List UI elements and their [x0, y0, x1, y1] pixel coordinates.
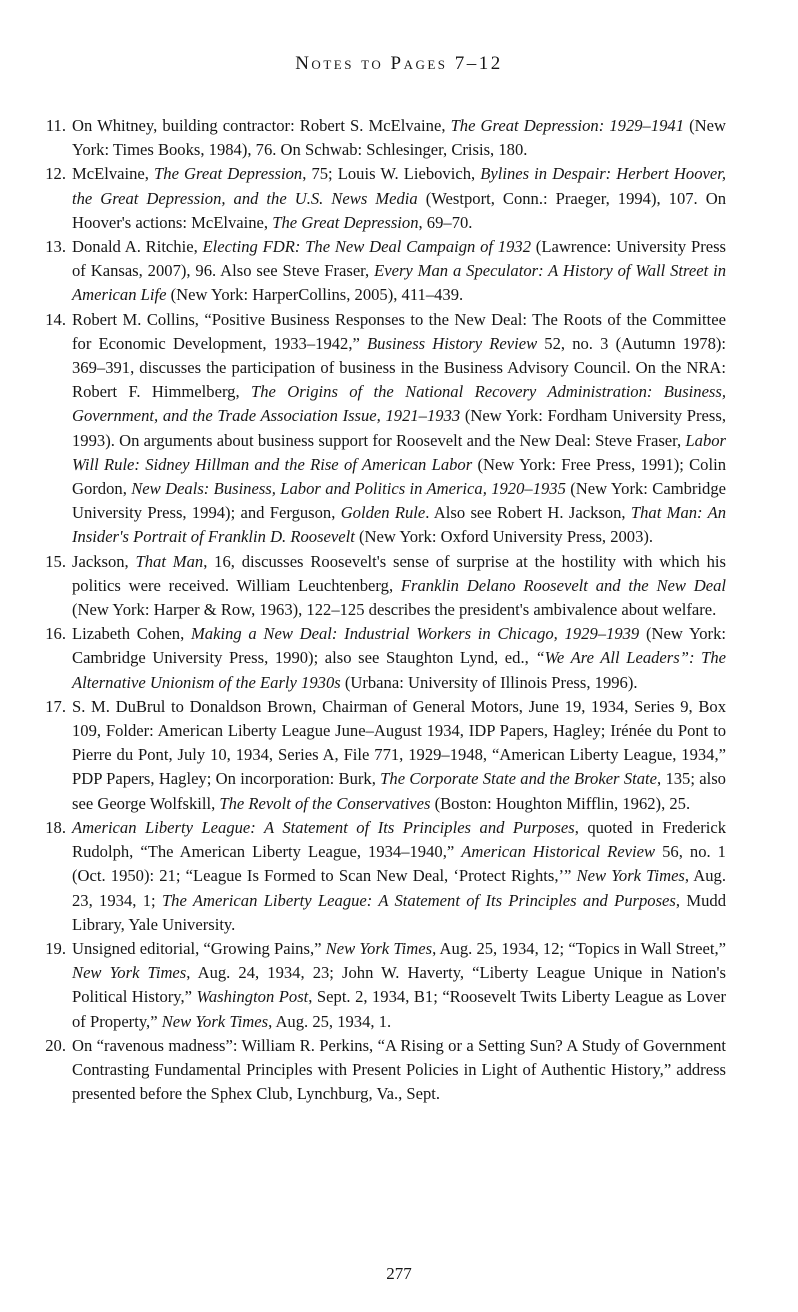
endnote: [45, 114, 726, 162]
endnote: [45, 550, 727, 623]
citation-text: , Aug. 25, 1934, 1.: [268, 1011, 392, 1031]
citation-text: , Aug. 25, 1934, 12; “Topics in Wall Street,”: [432, 938, 727, 958]
citation-text: (New York: Cambridge University Press, 1994); and Ferguson,: [72, 479, 726, 523]
endnote-text: [72, 552, 726, 619]
citation-title: Bylines in Despair: Herbert Hoover, the Great Depression, and the U.S. News Media: [72, 164, 726, 208]
endnote: [45, 622, 726, 695]
citation-text: (Boston: Houghton Mifflin, 1962), 25.: [430, 793, 691, 813]
citation-title: The Great Depression: [272, 212, 419, 232]
citation-text: Donald A. Ritchie,: [72, 237, 203, 257]
endnote-text: [72, 624, 726, 691]
citation-text: (Lawrence: University Press of Kansas, 2007), 96. Also see Steve Fraser,: [72, 237, 726, 281]
citation-text: , 135; also see George Wolfskill,: [72, 769, 726, 813]
citation-title: Making a New Deal: Industrial Workers in Chicago, 1929–1939: [190, 624, 640, 644]
citation-text: (New York: Times Books, 1984), 76. On Schwab: Schlesinger, Crisis, 180.: [72, 116, 726, 160]
endnote-number: 18.: [45, 817, 66, 837]
citation-title: Labor Will Rule: Sidney Hillman and the Rise of American Labor: [72, 430, 726, 474]
running-head: Notes to Pages 7–12: [295, 53, 503, 74]
citation-title: New York Times: [72, 963, 187, 983]
citation-text: 56, no. 1 (Oct. 1950): 21; “League Is Formed to Scan New Deal, ‘Protect Rights,’”: [72, 842, 726, 886]
page-number: 277: [386, 1264, 412, 1283]
citation-text: Jackson,: [72, 551, 136, 571]
citation-text: . Also see Robert H. Jackson,: [425, 503, 631, 523]
citation-text: On Whitney, building contractor: Robert S. McElvaine,: [72, 116, 451, 135]
endnote-text: [72, 1036, 726, 1103]
citation-title: American Liberty League: A Statement of Its Principles and Purposes: [72, 817, 575, 837]
citation-title: The Origins of the National Recovery Administration: Business, Government, and the Trade Association Issue, 1921–1933: [72, 382, 726, 426]
endnote-number: 13.: [45, 237, 66, 257]
endnote: [45, 695, 726, 816]
endnote-number: 16.: [45, 624, 66, 644]
endnote-number: 19.: [45, 938, 66, 958]
citation-text: (New York: Free Press, 1991); Colin Gordon,: [72, 454, 726, 499]
endnote: [45, 308, 727, 550]
citation-text: (New York: HarperCollins, 2005), 411–439.: [166, 285, 464, 305]
citation-title: The Corporate State and the Broker State: [380, 769, 657, 789]
endnote: [45, 937, 727, 1034]
endnote-number: 20.: [45, 1035, 66, 1055]
citation-title: The Great Depression: 1929–1941: [450, 116, 685, 135]
citation-text: , Sept. 2, 1934, B1; “Roosevelt Twits Liberty League as Lover of Property,”: [72, 987, 726, 1031]
endnote-text: [72, 116, 726, 159]
citation-title: Every Man a Speculator: A History of Wall Street in American Life: [72, 261, 726, 305]
citation-text: (New York: Harper & Row, 1963), 122–125 describes the president's ambivalence about welfare.: [72, 600, 717, 620]
citation-text: S. M. DuBrul to Donaldson Brown, Chairman of General Motors, June 19, 1934, Series 9, Box 109, Folder: American Liberty League June–August 1934, IDP Papers, Hagley; Irénée du Pont to Pierre du Pont, July 10, 1934, Series A, File 771, 1929–1948, “American Liberty League, 1934,” PDP Papers, Hagley; On incorporation: Burk,: [72, 696, 726, 789]
endnotes-list: [45, 114, 727, 1106]
endnote-text: [72, 310, 726, 547]
citation-text: , Aug. 23, 1934, 1;: [72, 866, 726, 910]
citation-title: The Revolt of the Conservatives: [219, 793, 431, 813]
endnote-number: 14.: [45, 309, 66, 329]
citation-title: Business History Review: [367, 333, 538, 353]
citation-title: New Deals: Business, Labor and Politics in America, 1920–1935: [131, 479, 566, 499]
endnote: [45, 235, 726, 308]
citation-text: Robert M. Collins, “Positive Business Responses to the New Deal: The Roots of the Committee for Economic Development, 1933–1942,”: [72, 309, 726, 353]
endnote: [45, 162, 726, 235]
citation-text: (New York: Fordham University Press, 1993). On arguments about business support for Roosevelt and the New Deal: Steve Fraser,: [72, 406, 726, 450]
endnote-text: [72, 939, 726, 1031]
citation-text: , Aug. 24, 1934, 23; John W. Haverty, “Liberty League Unique in Nation's Political History,”: [72, 963, 726, 1007]
citation-title: Golden Rule: [340, 503, 426, 523]
citation-title: Washington Post: [196, 987, 309, 1007]
citation-text: On “ravenous madness”: William R. Perkins, “A Rising or a Setting Sun? A Study of Government Contrasting Fundamental Principles with Present Policies in Light of Authentic History,” address presented before the Sphex Club, Lynchburg, Va., Sept.: [72, 1035, 726, 1104]
endnote-text: [72, 164, 726, 231]
citation-title: The Great Depression: [154, 164, 303, 184]
citation-text: (Westport, Conn.: Praeger, 1994), 107. On Hoover's actions: McElvaine,: [72, 188, 726, 232]
citation-title: Franklin Delano Roosevelt and the New Deal: [400, 575, 727, 595]
citation-text: Unsigned editorial, “Growing Pains,”: [72, 938, 326, 958]
citation-text: (New York: Oxford University Press, 2003).: [354, 527, 654, 547]
citation-title: That Man: An Insider's Portrait of Franklin D. Roosevelt: [72, 503, 727, 547]
citation-text: , 75; Louis W. Liebovich,: [302, 164, 481, 184]
citation-text: , Mudd Library, Yale University.: [72, 890, 727, 934]
citation-title: American Historical Review: [461, 842, 656, 862]
citation-text: (New York: Cambridge University Press, 1990); also see Staughton Lynd, ed.,: [72, 624, 726, 668]
citation-text: , 69–70.: [418, 212, 473, 232]
endnote-text: [72, 237, 726, 304]
citation-title: Electing FDR: The New Deal Campaign of 1932: [202, 237, 531, 257]
citation-text: McElvaine,: [72, 164, 155, 184]
citation-text: , 16, discusses Roosevelt's sense of surprise at the hostility with which his politics were received. William Leuchtenberg,: [72, 551, 726, 595]
endnote-number: 17.: [45, 696, 66, 716]
endnote-number: 12.: [45, 164, 66, 184]
endnote-text: [72, 818, 726, 934]
endnote-number: 11.: [45, 116, 66, 135]
citation-title: “We Are All Leaders”: The Alternative Unionism of the Early 1930s: [72, 648, 726, 692]
citation-title: New York Times: [161, 1011, 269, 1031]
citation-text: Lizabeth Cohen,: [72, 624, 191, 644]
citation-title: The American Liberty League: A Statement of Its Principles and Purposes: [161, 890, 676, 910]
citation-title: That Man: [135, 551, 204, 571]
endnote: [45, 1034, 726, 1107]
endnote: [45, 816, 727, 937]
endnote-number: 15.: [45, 551, 66, 571]
endnote-text: [72, 697, 726, 813]
citation-text: , quoted in Frederick Rudolph, “The American Liberty League, 1934–1940,”: [72, 817, 726, 862]
citation-text: 52, no. 3 (Autumn 1978): 369–391, discusses the participation of business in the Business Advisory Council. On the NRA: Robert F. Himmelberg,: [72, 333, 726, 402]
citation-title: New York Times: [576, 866, 685, 886]
citation-title: New York Times: [325, 938, 433, 958]
citation-text: (Urbana: University of Illinois Press, 1996).: [340, 672, 638, 692]
